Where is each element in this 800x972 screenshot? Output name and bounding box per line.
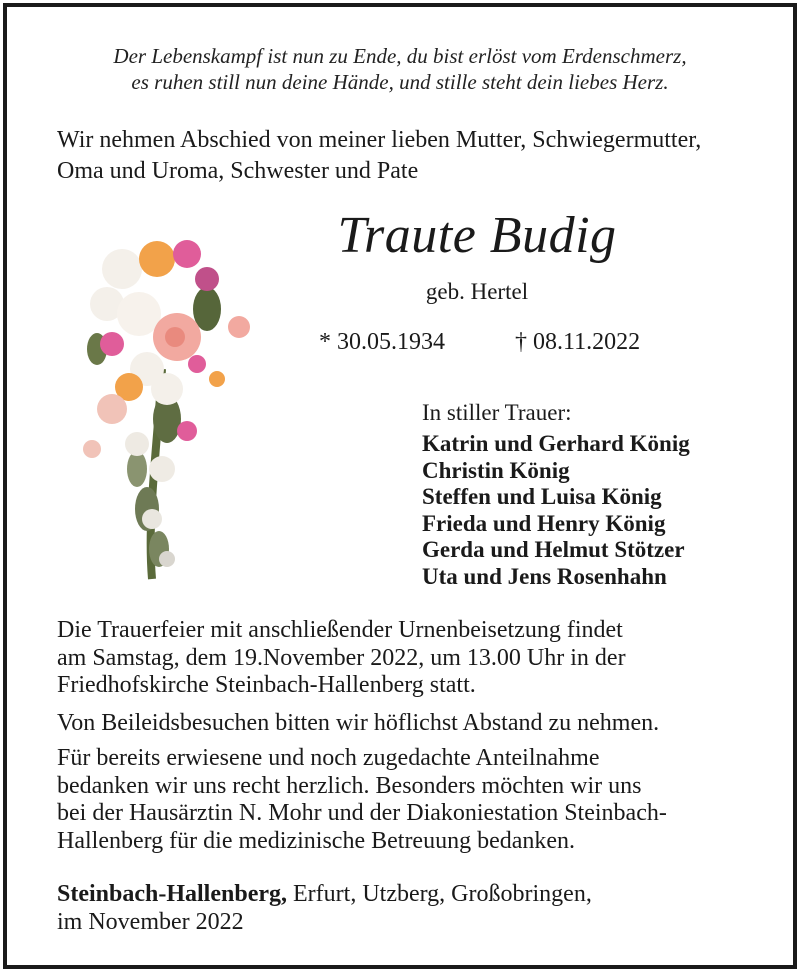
closing-signature (57, 880, 777, 936)
funeral-line: am Samstag, dem 19.November 2022, um 13.00 Uhr in der (57, 644, 626, 671)
mourner-name: Uta und Jens Rosenhahn (422, 563, 667, 589)
closing-place-list: Erfurt, Utzberg, Großobringen, (287, 881, 592, 907)
funeral-line: Die Trauerfeier mit anschließender Urnenbeisetzung findet (57, 617, 623, 643)
intro-line: Oma und Uroma, Schwester und Pate (57, 158, 419, 184)
poem (7, 43, 793, 95)
closing-date: im November 2022 (57, 909, 244, 935)
condolence-paragraph: Von Beileidsbesuchen bitten wir höflichst Abstand zu nehmen. (57, 710, 660, 736)
thanks-line: Für bereits erwiesene und noch zugedachte Anteilnahme (57, 745, 600, 771)
mourner-name: Frieda und Henry König (422, 510, 666, 536)
poem-line: Der Lebenskampf ist nun zu Ende, du bist erlöst vom Erdenschmerz, (113, 44, 687, 68)
intro-text (57, 125, 777, 187)
mourning-label: In stiller Trauer: (422, 400, 572, 425)
death-date: † 08.11.2022 (515, 329, 641, 355)
closing-places (57, 880, 777, 908)
maiden-name: geb. Hertel (425, 279, 529, 304)
deceased-name: Traute Budig (337, 207, 617, 264)
obituary-card (3, 3, 797, 969)
mourner-name: Christin König (422, 457, 570, 483)
birth-date: * 30.05.1934 (319, 329, 445, 355)
mourner-name: Gerda und Helmut Stötzer (422, 537, 685, 563)
closing-place-bold: Steinbach-Hallenberg, (57, 881, 288, 907)
flower-bouquet-image (67, 219, 267, 589)
poem-line: es ruhen still nun deine Hände, und stille steht dein liebes Herz. (131, 70, 669, 94)
funeral-paragraph (57, 617, 777, 700)
funeral-line: Friedhofskirche Steinbach-Hallenberg statt. (57, 672, 476, 698)
mourner-name: Steffen und Luisa König (422, 484, 662, 510)
mourners-list (422, 431, 690, 591)
thanks-line: bedanken wir uns recht herzlich. Besonders möchten wir uns (57, 772, 642, 799)
thanks-paragraph (57, 745, 777, 855)
mourner-name: Katrin und Gerhard König (422, 431, 690, 456)
thanks-line: Hallenberg für die medizinische Betreuung bedanken. (57, 827, 576, 854)
thanks-line: bei der Hausärztin N. Mohr und der Diakoniestation Steinbach- (57, 800, 667, 826)
intro-line: Wir nehmen Abschied von meiner lieben Mutter, Schwiegermutter, (57, 127, 702, 153)
